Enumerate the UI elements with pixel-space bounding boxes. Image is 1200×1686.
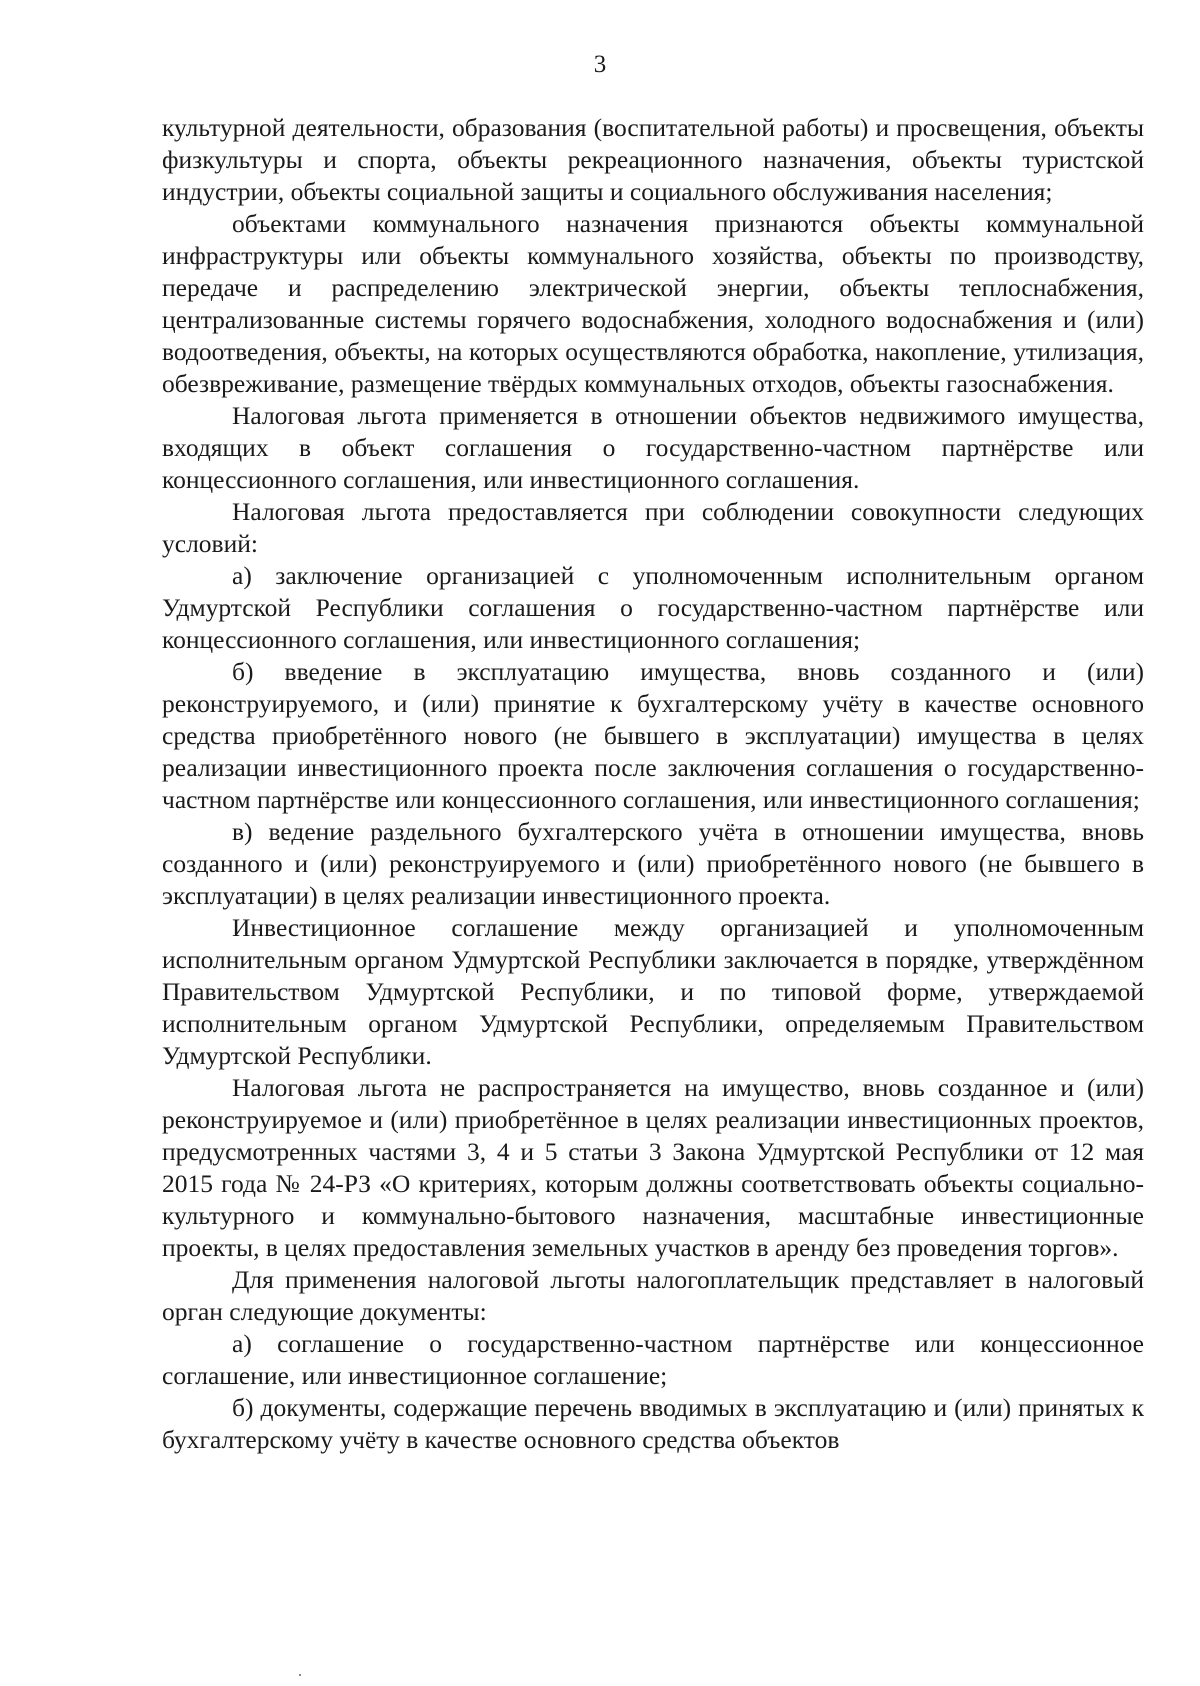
paragraph-document-b: б) документы, содержащие перечень вводимых в эксплуатацию и (или) принятых к бухгалтерскому учёту в качестве основного средства объектов [162,1393,1144,1454]
page-number: 3 [593,51,607,78]
paragraph-conditions-intro: Налоговая льгота предоставляется при соблюдении совокупности следующих условий: [162,497,1144,558]
paragraph-benefit-exclusion: Налоговая льгота не распространяется на имущество, вновь созданное и (или) реконструируемое и (или) приобретённое в целях реализации инвестиционных проектов, предусмотренных частями 3, 4 и 5 статьи 3 Закона Удмуртской Республики от 12 мая 2015 года № 24-РЗ «О критериях, которым должны соответствовать объекты социально-культурного и коммунально-бытового назначения, масштабные инвестиционные проекты, в целях предоставления земельных участков в аренду без проведения торгов». [162,1073,1144,1262]
document-body [162,112,1144,1456]
paragraph-document-a: а) соглашение о государственно-частном партнёрстве или концессионное соглашение, или инвестиционное соглашение; [162,1329,1144,1390]
paragraph-investment-agreement: Инвестиционное соглашение между организацией и уполномоченным исполнительным органом Удмуртской Республики заключается в порядке, утверждённом Правительством Удмуртской Республики, и по типовой форме, утверждаемой исполнительным органом Удмуртской Республики, определяемым Правительством Удмуртской Республики. [162,913,1144,1070]
paragraph-documents-intro: Для применения налоговой льготы налогоплательщик представляет в налоговый орган следующие документы: [162,1265,1144,1326]
paragraph-condition-a: а) заключение организацией с уполномоченным исполнительным органом Удмуртской Республики соглашения о государственно-частном партнёрстве или концессионного соглашения, или инвестиционного соглашения; [162,561,1144,654]
paragraph-condition-c: в) ведение раздельного бухгалтерского учёта в отношении имущества, вновь созданного и (или) реконструируемого и (или) приобретённого нового (не бывшего в эксплуатации) в целях реализации инвестиционного проекта. [162,817,1144,910]
scan-speck [299,1674,301,1676]
paragraph-condition-b: б) введение в эксплуатацию имущества, вновь созданного и (или) реконструируемого, и (или) принятие к бухгалтерскому учёту в качестве основного средства приобретённого нового (не бывшего в эксплуатации) имущества в целях реализации инвестиционного проекта после заключения соглашения о государственно-частном партнёрстве или концессионного соглашения, или инвестиционного соглашения; [162,657,1144,814]
paragraph-tax-benefit-scope: Налоговая льгота применяется в отношении объектов недвижимого имущества, входящих в объект соглашения о государственно-частном партнёрстве или концессионного соглашения, или инвестиционного соглашения. [162,401,1144,494]
paragraph-continuation: культурной деятельности, образования (воспитательной работы) и просвещения, объекты физкультуры и спорта, объекты рекреационного назначения, объекты туристской индустрии, объекты социальной защиты и социального обслуживания населения; [162,113,1144,206]
paragraph-communal-objects: объектами коммунального назначения признаются объекты коммунальной инфраструктуры или объекты коммунального хозяйства, объекты по производству, передаче и распределению электрической энергии, объекты теплоснабжения, централизованные системы горячего водоснабжения, холодного водоснабжения и (или) водоотведения, объекты, на которых осуществляются обработка, накопление, утилизация, обезвреживание, размещение твёрдых коммунальных отходов, объекты газоснабжения. [162,209,1144,398]
